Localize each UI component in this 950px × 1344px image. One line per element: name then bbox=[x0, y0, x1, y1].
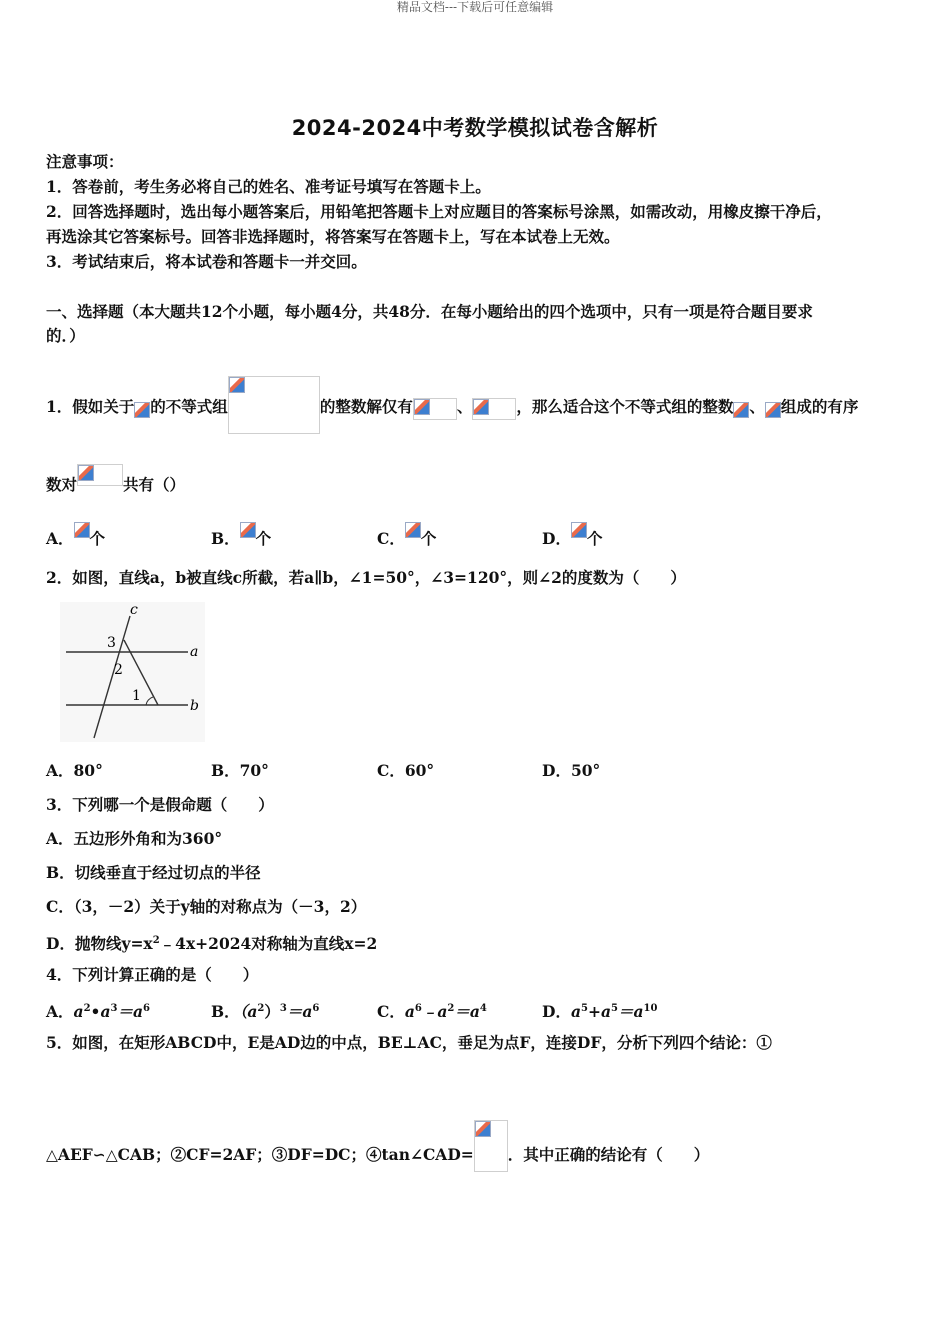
option-label: A． bbox=[46, 1002, 74, 1022]
page-title: 2024-2024中考数学模拟试卷含解析 bbox=[291, 116, 659, 140]
option-suffix: 个 bbox=[420, 529, 437, 548]
q3-option-b[interactable]: B．切线垂直于经过切点的半径 bbox=[46, 863, 261, 882]
math-var: （a bbox=[239, 1002, 258, 1022]
q1-text-5: ，那么适合这个不等式组的整数 bbox=[516, 397, 734, 416]
q1-text-4: 、 bbox=[456, 397, 473, 416]
formula-image-icon bbox=[77, 464, 123, 486]
notice-item-1: 1．答卷前，考生务必将自己的姓名、准考证号填写在答题卡上。 bbox=[46, 177, 491, 196]
math-var: a bbox=[570, 1002, 581, 1022]
q1-option-b[interactable] bbox=[211, 522, 271, 549]
q1-text-7: 组成的有序 bbox=[780, 397, 859, 416]
exponent: 6 bbox=[414, 1003, 422, 1014]
q1-option-a[interactable] bbox=[46, 522, 105, 549]
notice-item-2: 2．回答选择题时，选出每小题答案后，用铅笔把答题卡上对应题目的答案标号涂黑，如需改动，用橡皮擦干净后， bbox=[46, 202, 832, 221]
formula-image-icon bbox=[74, 522, 90, 538]
label-2: 2 bbox=[114, 662, 123, 678]
q1-option-c[interactable] bbox=[377, 522, 436, 549]
header-note: 精品文档---下载后可任意编辑 bbox=[396, 0, 554, 14]
math-var: a bbox=[404, 1002, 415, 1022]
exponent: 4 bbox=[479, 1003, 487, 1014]
q4-option-d[interactable] bbox=[542, 999, 657, 1022]
q2-option-b[interactable]: B．70° bbox=[211, 761, 269, 780]
math-var: a bbox=[73, 1002, 84, 1022]
option-label: C． bbox=[377, 1002, 405, 1022]
q4-option-b[interactable] bbox=[211, 999, 319, 1022]
exponent: 5 bbox=[611, 1003, 618, 1014]
option-label: B． bbox=[211, 1002, 240, 1022]
label-c: c bbox=[130, 602, 138, 618]
q1-text-3: 的整数解仅有 bbox=[319, 397, 413, 416]
q2-option-d[interactable]: D．50° bbox=[542, 761, 601, 780]
formula-image-icon bbox=[413, 398, 457, 420]
formula-image-icon bbox=[240, 522, 256, 538]
exponent: 2 bbox=[447, 1003, 455, 1014]
math-var: ﹣a bbox=[421, 1002, 448, 1022]
math-var: ＝a bbox=[454, 1002, 480, 1022]
formula-image-icon bbox=[134, 402, 150, 418]
q4-option-c[interactable] bbox=[377, 999, 487, 1022]
q1-text-8: 数对 bbox=[46, 475, 78, 494]
exponent: 3 bbox=[279, 1003, 287, 1014]
q5-text-1: △AEF∽△CAB；②CF=2AF；③DF=DC；④tan∠CAD= bbox=[46, 1145, 474, 1164]
question-5-line-2 bbox=[46, 1120, 709, 1172]
label-3: 3 bbox=[107, 635, 116, 651]
question-3-text: 3．下列哪一个是假命题（ ） bbox=[46, 795, 274, 814]
question-4-text: 4．下列计算正确的是（ ） bbox=[46, 965, 259, 984]
exponent: 10 bbox=[643, 1003, 658, 1014]
option-label: A． bbox=[46, 529, 74, 548]
option-suffix: 个 bbox=[255, 529, 272, 548]
formula-image-icon bbox=[472, 398, 516, 420]
math-paren: ） bbox=[264, 1002, 280, 1022]
q3-option-a[interactable]: A．五边形外角和为360° bbox=[46, 829, 223, 848]
q3-d-exponent: 2 bbox=[152, 935, 160, 946]
label-a: a bbox=[190, 644, 199, 660]
section-heading: 一、选择题（本大题共12个小题，每小题4分，共48分．在每小题给出的四个选项中，只有一项是符合题目要求 bbox=[46, 302, 813, 321]
math-var: +a bbox=[587, 1002, 611, 1022]
q1-text-2: 的不等式组 bbox=[150, 397, 228, 416]
q5-text-2: ．其中正确的结论有（ ） bbox=[507, 1145, 710, 1164]
option-label: B． bbox=[211, 529, 240, 548]
q1-text-1: 1．假如关于 bbox=[46, 397, 135, 416]
q1-text-6: 、 bbox=[749, 397, 765, 416]
math-var: •a bbox=[90, 1002, 111, 1022]
q4-option-a[interactable] bbox=[46, 999, 150, 1022]
notice-heading: 注意事项： bbox=[46, 152, 124, 171]
formula-image-icon bbox=[405, 522, 421, 538]
question-5-text: 5．如图，在矩形ABCD中，E是AD边的中点，BE⊥AC，垂足为点F，连接DF，分析下列四个结论：① bbox=[46, 1033, 772, 1052]
formula-image-icon bbox=[571, 522, 587, 538]
q2-option-a[interactable]: A．80° bbox=[46, 761, 103, 780]
section-heading-cont: 的．） bbox=[46, 326, 85, 345]
label-1: 1 bbox=[132, 688, 141, 704]
q1-option-d[interactable] bbox=[542, 522, 602, 549]
label-b: b bbox=[190, 698, 199, 714]
q3-d-text-2: ﹣4x+2024对称轴为直线x=2 bbox=[159, 934, 378, 954]
formula-image-icon bbox=[733, 402, 749, 418]
formula-image-icon bbox=[228, 376, 320, 434]
option-suffix: 个 bbox=[89, 529, 106, 548]
parallel-lines-figure bbox=[60, 602, 205, 742]
question-1-line-2 bbox=[46, 464, 185, 495]
question-2-text: 2．如图，直线a，b被直线c所截，若a∥b，∠1=50°，∠3=120°，则∠2的度数为（ ） bbox=[46, 568, 686, 587]
q3-option-c[interactable]: C．（3，－2）关于y轴的对称点为（－3，2） bbox=[46, 897, 367, 916]
q2-option-c[interactable]: C．60° bbox=[377, 761, 435, 780]
q3-d-text-1: D．抛物线y=x bbox=[46, 934, 153, 954]
formula-image-icon bbox=[474, 1120, 508, 1172]
math-var: ＝a bbox=[117, 1002, 144, 1022]
q3-option-d[interactable] bbox=[46, 931, 377, 954]
question-1-line-1 bbox=[46, 376, 858, 434]
notice-item-2-cont: 再选涂其它答案标号。回答非选择题时，将答案写在答题卡上，写在本试卷上无效。 bbox=[46, 227, 620, 246]
exponent: 2 bbox=[257, 1003, 265, 1014]
exponent: 6 bbox=[312, 1003, 320, 1014]
notice-item-3: 3．考试结束后，将本试卷和答题卡一并交回。 bbox=[46, 252, 367, 271]
option-label: C． bbox=[377, 529, 405, 548]
math-var: ＝a bbox=[286, 1002, 313, 1022]
math-var: ＝a bbox=[617, 1002, 644, 1022]
q1-text-9: 共有（） bbox=[123, 475, 186, 494]
exponent: 6 bbox=[143, 1003, 150, 1014]
option-label: D． bbox=[542, 529, 571, 548]
exponent: 5 bbox=[581, 1003, 588, 1014]
option-suffix: 个 bbox=[586, 529, 603, 548]
formula-image-icon bbox=[765, 402, 781, 418]
exponent: 2 bbox=[83, 1003, 91, 1014]
option-label: D． bbox=[542, 1002, 571, 1022]
exponent: 3 bbox=[110, 1003, 118, 1014]
